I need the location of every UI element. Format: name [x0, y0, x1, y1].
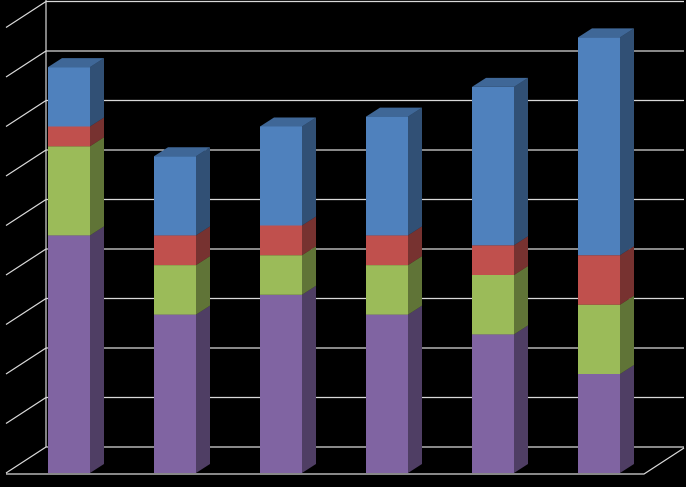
- bar-segment: [48, 235, 90, 473]
- bars: [48, 28, 634, 473]
- bar-segment: [472, 245, 514, 275]
- bar-segment-side: [514, 266, 528, 334]
- bar-segment: [578, 305, 620, 374]
- bar-segment-side: [90, 226, 104, 473]
- bar-segment: [472, 87, 514, 245]
- bar-stack: [154, 147, 210, 473]
- bar-stack: [472, 78, 528, 473]
- bar-segment: [578, 255, 620, 305]
- gridline: [6, 2, 684, 28]
- bar-segment: [48, 127, 90, 147]
- bar-segment: [154, 235, 196, 265]
- bar-segment-side: [302, 286, 316, 473]
- bar-stack: [366, 108, 422, 473]
- bar-stack: [578, 28, 634, 473]
- bar-segment: [260, 255, 302, 295]
- bar-segment: [472, 275, 514, 334]
- bar-segment-side: [408, 108, 422, 236]
- bar-segment: [260, 295, 302, 473]
- bar-segment-side: [196, 147, 210, 235]
- bar-segment: [154, 265, 196, 315]
- bar-segment: [472, 334, 514, 473]
- bar-stack: [48, 58, 104, 473]
- bar-segment: [48, 67, 90, 126]
- bar-segment-side: [514, 78, 528, 245]
- bar-segment-side: [620, 28, 634, 255]
- bar-segment-side: [620, 246, 634, 305]
- bar-segment-side: [302, 118, 316, 226]
- bar-segment: [366, 117, 408, 236]
- bar-segment: [260, 127, 302, 226]
- bar-segment: [48, 146, 90, 235]
- bar-segment-side: [90, 137, 104, 235]
- bar-stack: [260, 118, 316, 474]
- bar-segment: [366, 265, 408, 315]
- bar-segment-side: [196, 306, 210, 473]
- bar-segment: [366, 235, 408, 265]
- bar-segment: [366, 315, 408, 473]
- bar-segment: [154, 315, 196, 473]
- bar-segment: [260, 226, 302, 256]
- bar-segment-side: [90, 58, 104, 126]
- bar-segment-side: [408, 256, 422, 315]
- bar-segment: [578, 374, 620, 473]
- bar-segment: [578, 37, 620, 255]
- bar-segment-side: [196, 256, 210, 315]
- bar-segment: [154, 156, 196, 235]
- bar-segment-side: [514, 325, 528, 473]
- bar-segment-side: [620, 365, 634, 473]
- bar-segment-side: [620, 296, 634, 374]
- bar-segment-side: [408, 306, 422, 473]
